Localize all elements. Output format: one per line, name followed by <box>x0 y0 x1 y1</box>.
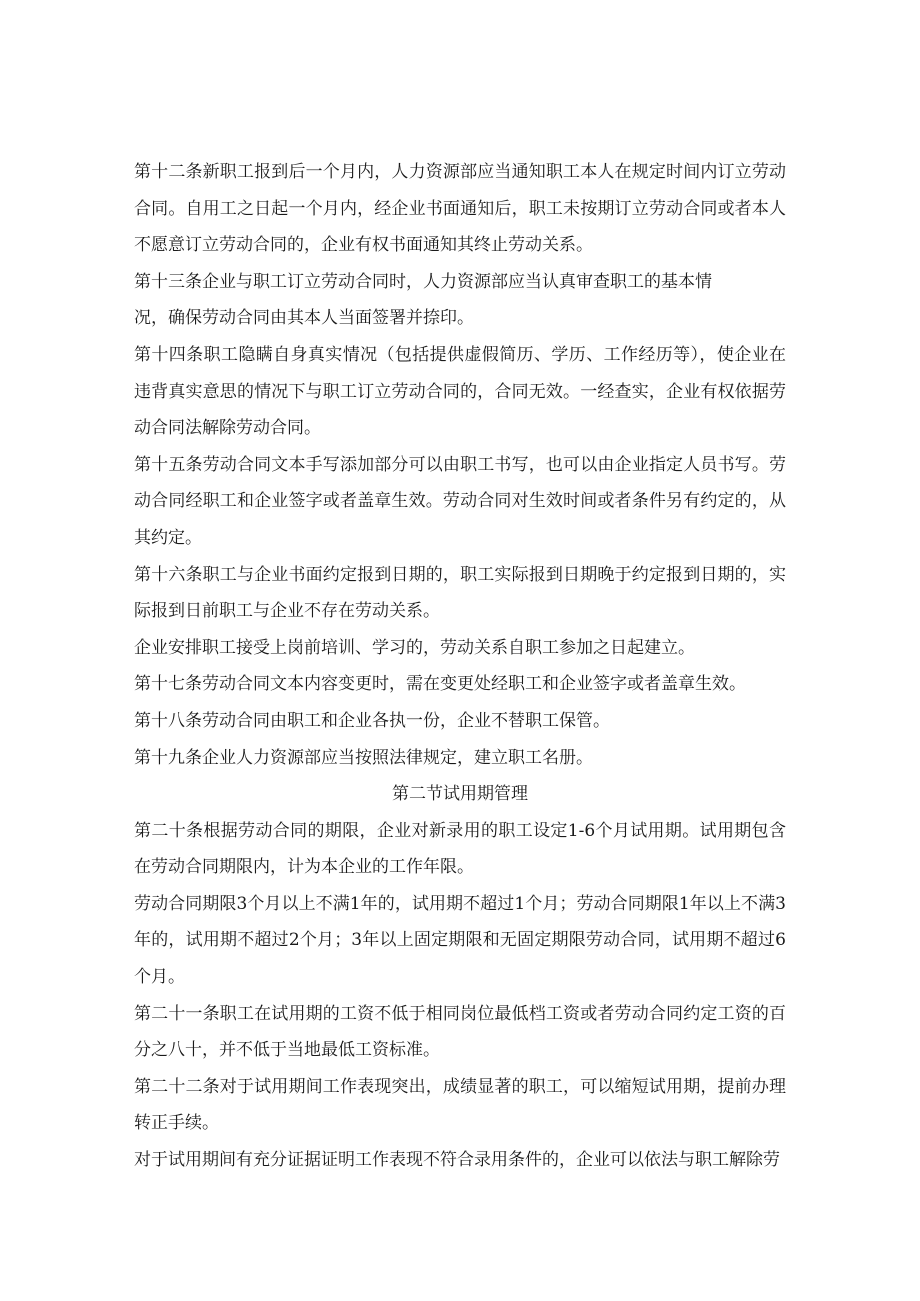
article-20-continuation: 劳动合同期限3个月以上不满1年的，试用期不超过1个月；劳动合同期限1年以上不满3年的，试用期不超过2个月；3年以上固定期限和无固定期限劳动合同，试用期不超过6个月。 <box>134 893 786 988</box>
article-18: 第十八条劳动合同由职工和企业各执一份，企业不替职工保管。 <box>134 710 610 731</box>
article-13-line-1: 第十三条企业与职工订立劳动合同时，人力资源部应当认真审查职工的基本情 <box>134 271 712 292</box>
article-17: 第十七条劳动合同文本内容变更时，需在变更处经职工和企业签字或者盖章生效。 <box>134 674 746 695</box>
article-15: 第十五条劳动合同文本手写添加部分可以由职工书写，也可以由企业指定人员书写。劳动合同经职工和企业签字或者盖章生效。劳动合同对生效时间或者条件另有约定的，从其约定。 <box>134 454 786 548</box>
article-19: 第十九条企业人力资源部应当按照法律规定，建立职工名册。 <box>134 747 593 768</box>
article-16: 第十六条职工与企业书面约定报到日期的，职工实际报到日期晚于约定报到日期的，实际报到日前职工与企业不存在劳动关系。 <box>134 564 786 622</box>
article-22-continuation: 对于试用期间有充分证据证明工作表现不符合录用条件的，企业可以依法与职工解除劳 <box>134 1150 780 1171</box>
article-14: 第十四条职工隐瞒自身真实情况（包括提供虚假简历、学历、工作经历等），使企业在违背真实意思的情况下与职工订立劳动合同的，合同无效。一经查实，企业有权依据劳动合同法解除劳动合同。 <box>134 344 786 439</box>
article-21: 第二十一条职工在试用期的工资不低于相同岗位最低档工资或者劳动合同约定工资的百分之八十，并不低于当地最低工资标准。 <box>134 1003 786 1061</box>
article-13-line-2: 况，确保劳动合同由其本人当面签署并捺印。 <box>134 308 474 329</box>
article-16-continuation: 企业安排职工接受上岗前培训、学习的，劳动关系自职工参加之日起建立。 <box>134 637 695 658</box>
article-12: 第十二条新职工报到后一个月内，人力资源部应当通知职工本人在规定时间内订立劳动合同。自用工之日起一个月内，经企业书面通知后，职工未按期订立劳动合同或者本人不愿意订立劳动合同的，企业有权书面通知其终止劳动关系。 <box>134 162 786 256</box>
article-20: 第二十条根据劳动合同的期限，企业对新录用的职工设定1-6个月试用期。试用期包含在劳动合同期限内，计为本企业的工作年限。 <box>134 820 786 878</box>
section-heading: 第二节试用期管理 <box>392 784 528 805</box>
article-22: 第二十二条对于试用期间工作表现突出，成绩显著的职工，可以缩短试用期，提前办理转正手续。 <box>134 1076 786 1134</box>
document-body <box>134 154 786 1179</box>
